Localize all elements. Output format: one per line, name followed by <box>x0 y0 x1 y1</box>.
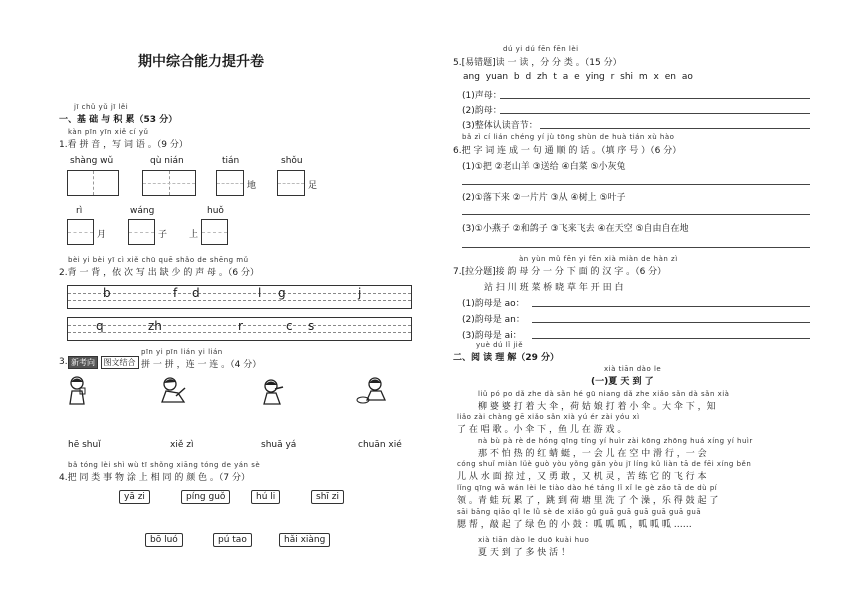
q7-label: 7.[拉分题]接 韵 母 分 一 分 下 面 的 汉 字 。（6 分） <box>453 267 667 277</box>
q1-suffix-yue: 月 <box>97 230 107 240</box>
q6-pinyin: bǎ zì cí lián chéng yí jù tōng shùn de huà tián xù hào <box>462 133 675 141</box>
reading-line7-pinyin: xià tiān dào le duō kuài huo <box>478 536 590 544</box>
q7-line3-label: (3)韵母是 ai： <box>462 331 522 341</box>
page-title: 期中综合能力提升卷 <box>138 54 264 70</box>
q1-label: 1.看 拼 音 ，写 词 语 。（9 分） <box>59 140 188 150</box>
q5-label: 5.[易错题]读 一 读 ，分 分 类 。（15 分） <box>453 58 622 68</box>
q2-letter-zh: zh <box>148 319 162 333</box>
q2-letter-l: l <box>258 286 262 300</box>
q1-item6-pinyin: wáng <box>130 206 155 216</box>
q3-tag-picture: 图文结合 <box>101 356 139 369</box>
q1-item3-pinyin: tián <box>222 156 240 166</box>
q1-item7-pinyin: huǒ <box>207 206 224 216</box>
reading-line6-pinyin: sāi bāng qiāo qǐ le lǜ sè de xiǎo gǔ guā guā guā guā guā guā <box>457 508 702 516</box>
q3-word-shoes: chuān xié <box>358 440 402 450</box>
child-brushing-teeth-picture <box>260 378 286 406</box>
q5-letters: ang yuan b d zh t a e ying r shi m x en ao <box>463 72 693 82</box>
q1-suffix-di: 地 <box>247 181 257 191</box>
q1-item4-pinyin: shǒu <box>281 156 303 166</box>
q6-line1: (1)①把 ②老山羊 ③送给 ④白菜 ⑤小灰兔 <box>462 162 626 172</box>
q5-answer-line-2[interactable] <box>500 113 810 114</box>
q2-letter-q: q <box>96 319 104 333</box>
reading-line4: 儿 从 水 面 掠 过 ，又 勇 敢 ，又 机 灵 ，苦 练 它 的 飞 行 本 <box>457 472 707 482</box>
q2-letter-d: d <box>192 286 200 300</box>
section1-heading: 一、基 础 与 积 累（53 分） <box>59 115 178 125</box>
reading-line1: 柳 婆 婆 打 着 大 伞 ，荷 姑 娘 打 着 小 伞 。大 伞 下 ，知 <box>478 402 716 412</box>
reading-line6: 腮 帮 ，敲 起 了 绿 色 的 小 鼓 ：呱 呱 呱 ，呱 呱 呱 …… <box>457 520 692 530</box>
q7-line1-label: (1)韵母是 ao： <box>462 299 525 309</box>
q5-line2-label: (2)韵母： <box>462 106 502 116</box>
reading-line2: 了 在 唱 歌 。小 伞 下 ，鱼 儿 在 游 戏 。 <box>457 425 627 435</box>
q2-label: 2.背 一 背 ，依 次 写 出 缺 少 的 声 母 。（6 分） <box>59 268 260 278</box>
child-putting-on-shoes-picture <box>355 376 389 406</box>
q3-number: 3. <box>59 357 68 367</box>
q7-line2-label: (2)韵母是 an： <box>462 315 525 325</box>
q1-answer-box-4[interactable] <box>277 170 305 196</box>
q2-staff-row2 <box>67 317 412 341</box>
child-writing-picture <box>158 376 188 406</box>
reading-line2-pinyin: liǎo zài chàng gē xiǎo sǎn xià yú ér zài yóu xì <box>457 413 640 421</box>
q2-letter-c: c <box>286 319 293 333</box>
q4-box-seal[interactable]: hǎi xiàng <box>279 533 330 547</box>
q2-pinyin: bèi yi bèi yī cì xiě chū quē shǎo de shēng mǔ <box>68 256 249 264</box>
q1-answer-box-1[interactable] <box>67 170 119 196</box>
q1-item5-pinyin: rì <box>76 206 83 216</box>
reading-title-pinyin: xià tiān dào le <box>604 365 662 373</box>
q4-box-apple[interactable]: píng guǒ <box>181 490 230 504</box>
q4-box-grape[interactable]: pú tao <box>213 533 252 547</box>
q3-tags <box>68 356 139 369</box>
reading-line4-pinyin: cóng shuǐ miàn lüè guò yòu yǒng gǎn yòu jī líng kǔ liàn tā de fēi xíng běn <box>457 460 752 468</box>
q4-box-pineapple[interactable]: bō luó <box>145 533 183 547</box>
q1-answer-box-6[interactable] <box>128 219 155 245</box>
q3-word-drink: hē shuǐ <box>68 440 101 450</box>
q1-answer-box-3[interactable] <box>216 170 244 196</box>
reading-line1-pinyin: liǔ pó po dǎ zhe dà sǎn hé gū niang dǎ zhe xiǎo sǎn dà sǎn xià <box>478 390 730 398</box>
q6-answer-line-1[interactable] <box>462 184 810 185</box>
q6-answer-line-3[interactable] <box>462 247 810 248</box>
q6-line2: (2)①落下来 ②一片片 ③从 ④树上 ⑤叶子 <box>462 193 626 203</box>
q1-answer-box-5[interactable] <box>67 219 94 245</box>
q3-word-brush: shuā yá <box>261 440 297 450</box>
q4-box-duck[interactable]: yā zi <box>119 490 150 504</box>
q2-letter-r: r <box>238 319 243 333</box>
q2-staff-row1 <box>67 285 412 309</box>
reading-line3-pinyin: nà bù pà rè de hóng qīng tíng yí huìr zài kōng zhōng huá xíng yí huìr <box>478 437 753 445</box>
child-drinking-picture <box>64 376 90 406</box>
q7-answer-line-3[interactable] <box>532 338 810 339</box>
q1-answer-box-2[interactable] <box>142 170 196 196</box>
q4-box-lion[interactable]: shī zi <box>311 490 344 504</box>
q1-pinyin: kàn pīn yīn xiě cí yǔ <box>68 128 149 136</box>
section1-pinyin: jī chǔ yǔ jī lěi <box>74 103 129 111</box>
q6-line3: (3)①小燕子 ②和鸽子 ③飞来飞去 ④在天空 ⑤自由自在地 <box>462 224 689 234</box>
section2-pinyin: yuè dú lǐ jiě <box>476 341 524 349</box>
q4-pinyin: bǎ tóng lèi shì wù tī shǒng xiāng tóng de yán sè <box>68 461 261 469</box>
q3-word-write: xiě zì <box>170 440 194 450</box>
q5-answer-line-3[interactable] <box>540 128 810 129</box>
q2-letter-b: b <box>103 286 111 300</box>
q7-chars: 站 扫 川 班 菜 桥 晓 草 年 开 田 白 <box>484 283 624 293</box>
q1-prefix-shang: 上 <box>189 230 199 240</box>
q1-suffix-zu: 足 <box>308 181 318 191</box>
q6-label: 6.把 字 词 连 成 一 句 通 顺 的 话 。（填 序 号 ）（6 分） <box>453 146 682 156</box>
q1-suffix-zi: 子 <box>158 230 168 240</box>
reading-line5: 领 。青 蛙 玩 累 了 ，跳 到 荷 塘 里 洗 了 个 澡 ，乐 得 鼓 起 了 <box>457 496 719 506</box>
q1-item2-pinyin: qù nián <box>150 156 184 166</box>
section2-heading: 二、阅 读 理 解（29 分） <box>453 353 560 363</box>
q3-tag-new: 新考向 <box>68 356 98 369</box>
q5-line3-label: (3)整体认读音节： <box>462 121 538 131</box>
reading-line7: 夏 天 到 了 多 快 活 ！ <box>478 548 571 558</box>
reading-title: (一)夏 天 到 了 <box>591 377 654 387</box>
q2-letter-g: g <box>278 286 286 300</box>
q4-label: 4.把 同 类 事 物 涂 上 相 同 的 颜 色 。（7 分） <box>59 473 251 483</box>
q7-answer-line-1[interactable] <box>532 306 810 307</box>
reading-line3: 那 不 怕 热 的 红 蜻 蜓 ，一 会 儿 在 空 中 滑 行 ，一 会 <box>478 449 707 459</box>
q7-answer-line-2[interactable] <box>532 322 810 323</box>
q3-pinyin: pīn yi pīn lián yi lián <box>141 348 223 356</box>
q3-label: 拼 一 拼 ，连 一 连 。（4 分） <box>141 360 262 370</box>
q2-letter-s: s <box>308 319 315 333</box>
q6-answer-line-2[interactable] <box>462 214 810 215</box>
q7-pinyin: àn yùn mǔ fēn yi fēn xià miàn de hàn zì <box>519 255 678 263</box>
reading-line5-pinyin: lǐng qīng wā wán lèi le tiào dào hé táng lǐ xǐ le gè zǎo tā de dù pí <box>457 484 718 492</box>
q5-line1-label: (1)声母： <box>462 91 502 101</box>
q1-item1-pinyin: shàng wǔ <box>70 156 114 166</box>
q1-answer-box-7[interactable] <box>201 219 228 245</box>
q4-box-fox[interactable]: hú li <box>251 490 280 504</box>
q5-answer-line-1[interactable] <box>500 98 810 99</box>
q5-pinyin: dú yi dú fēn fēn lèi <box>503 45 579 53</box>
q2-letter-j: j <box>358 286 362 300</box>
q2-letter-f: f <box>173 286 178 300</box>
